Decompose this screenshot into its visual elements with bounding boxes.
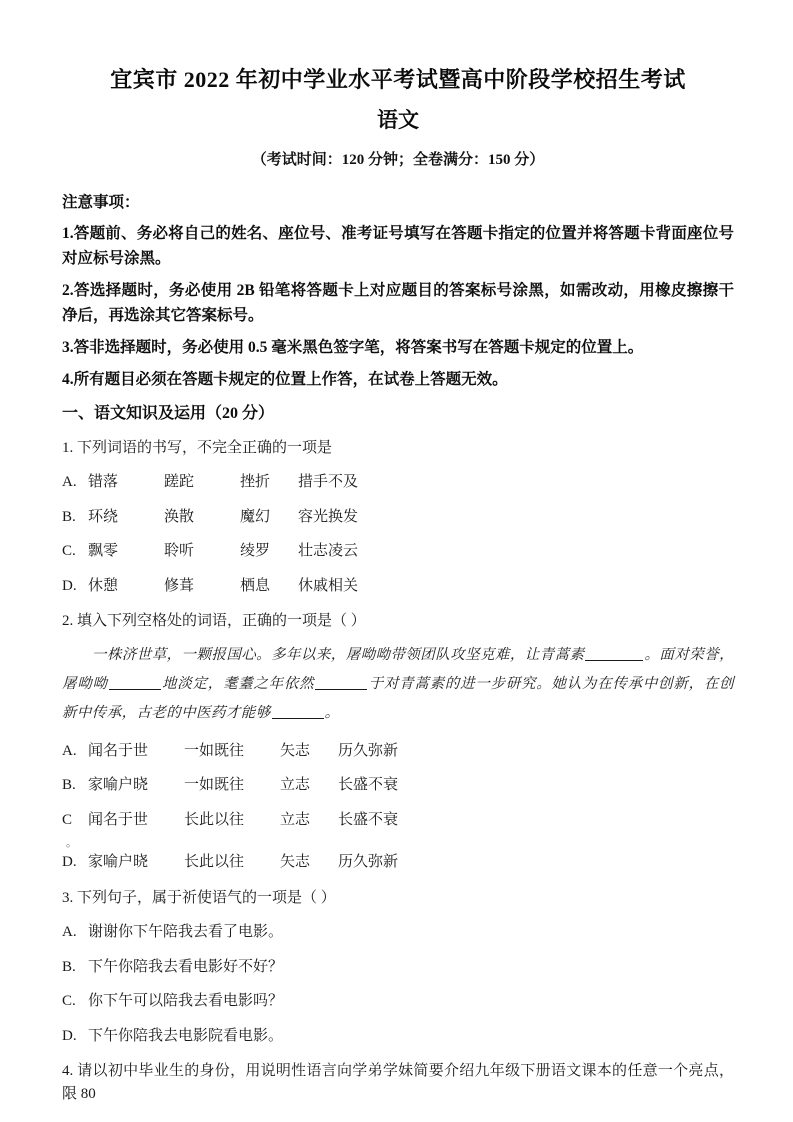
option-word: 涣散 — [164, 508, 195, 525]
question-1-option-a[interactable] — [62, 471, 734, 494]
question-2-option-a[interactable] — [62, 740, 734, 763]
option-label: C — [62, 811, 73, 828]
cloze-blank-2[interactable] — [109, 689, 161, 690]
option-word: 错落 — [88, 474, 119, 491]
question-3-option-d[interactable] — [62, 1025, 734, 1048]
notice-item-4: 4.所有题目必须在答题卡规定的位置上作答，在试卷上答题无效。 — [62, 371, 508, 389]
option-label: D. — [62, 854, 77, 871]
option-word: 壮志凌云 — [298, 543, 359, 560]
option-label: D. — [62, 577, 77, 594]
option-word: 容光换发 — [298, 508, 359, 525]
option-sentence: 谢谢你下午陪我去看了电影。 — [88, 924, 284, 941]
question-2-option-d[interactable] — [62, 851, 734, 874]
option-word: 历久弥新 — [338, 742, 399, 759]
option-word: 矢志 — [280, 742, 311, 759]
option-word: 立志 — [280, 777, 311, 794]
section-heading-one: 一、语文知识及运用（20 分） — [62, 404, 275, 422]
exam-meta-line: （考试时间：120 分钟；全卷满分：150 分） — [251, 151, 545, 168]
option-word: 挫折 — [240, 474, 271, 491]
cloze-blank-1[interactable] — [585, 660, 643, 661]
question-1-option-d[interactable] — [62, 575, 734, 598]
option-word: 闻名于世 — [88, 811, 149, 828]
option-label: B. — [62, 958, 76, 975]
question-2-stem: 2. 填入下列空格处的词语，正确的一项是（ ） — [62, 613, 366, 630]
option-sentence: 你下午可以陪我去看电影吗？ — [88, 993, 284, 1010]
page-title: 宜宾市 2022 年初中学业水平考试暨高中阶段学校招生考试 — [110, 67, 686, 92]
passage-segment: 。面对荣誉，屠呦呦 — [62, 646, 735, 692]
option-word: 矢志 — [280, 854, 311, 871]
option-label: A. — [62, 742, 77, 759]
option-word: 环绕 — [88, 508, 119, 525]
option-word: 长盛不衰 — [338, 777, 399, 794]
question-4-stem: 4. 请以初中毕业生的身份，用说明性语言向学弟学妹简要介绍九年级下册语文课本的任意一个亮点，限 80 — [62, 1063, 734, 1102]
option-word: 家喻户晓 — [88, 854, 149, 871]
question-3-option-b[interactable] — [62, 956, 734, 979]
passage-segment: 于对青蒿素的进一步研究。她认为在传承中创新，在创新中传承，古老的中医药才能够 — [62, 675, 734, 721]
notice-item-3: 3.答非选择题时，务必使用 0.5 毫米黑色签字笔，将答案书写在答题卡规定的位置上。 — [62, 339, 644, 357]
question-2-option-c[interactable] — [62, 809, 734, 832]
question-3-option-c[interactable] — [62, 990, 734, 1013]
option-word: 休戚相关 — [298, 577, 359, 594]
option-sentence: 下午你陪我去电影院看电影。 — [88, 1027, 284, 1044]
option-word: 一如既往 — [184, 777, 245, 794]
question-1-option-b[interactable] — [62, 506, 734, 529]
question-3-option-a[interactable] — [62, 921, 734, 944]
cloze-blank-3[interactable] — [315, 689, 367, 690]
question-1-option-c[interactable] — [62, 540, 734, 563]
option-word: 魔幻 — [240, 508, 271, 525]
paper-content — [62, 0, 734, 1105]
option-word: 措手不及 — [298, 474, 359, 491]
notice-item-1: 1.答题前、务必将自己的姓名、座位号、准考证号填写在答题卡指定的位置并将答题卡背面座位号对应标号涂黑。 — [62, 224, 734, 268]
question-2-cloze-passage — [62, 641, 734, 728]
passage-segment: 一株济世草，一颗报国心。多年以来，屠呦呦带领团队攻坚克难，让青蒿素 — [92, 646, 585, 663]
passage-segment: 地淡定，耄耋之年依然 — [161, 675, 315, 692]
option-sentence: 下午你陪我去看电影好不好？ — [88, 958, 284, 975]
option-word: 聆听 — [164, 543, 195, 560]
option-label: D. — [62, 1027, 77, 1044]
option-word: 立志 — [280, 811, 311, 828]
option-word: 闻名于世 — [88, 742, 149, 759]
option-label: C. — [62, 993, 76, 1010]
option-word: 栖息 — [240, 577, 271, 594]
option-word: 历久弥新 — [338, 854, 399, 871]
notice-heading: 注意事项： — [62, 193, 140, 211]
subject-title: 语文 — [377, 107, 419, 132]
question-2-option-b[interactable] — [62, 774, 734, 797]
notice-item-2: 2.答选择题时，务必使用 2B 铅笔将答题卡上对应题目的答案标号涂黑，如需改动，用橡皮擦擦干净后，再选涂其它答案标号。 — [62, 282, 734, 325]
option-label: C. — [62, 543, 76, 560]
option-label: A. — [62, 474, 77, 491]
option-word: 蹉跎 — [164, 474, 195, 491]
option-label: B. — [62, 508, 76, 525]
option-word: 长此以往 — [184, 811, 245, 828]
option-label: B. — [62, 777, 76, 794]
question-1-stem: 1. 下列词语的书写，不完全正确的一项是 — [62, 439, 333, 456]
option-word: 修葺 — [164, 577, 195, 594]
cloze-blank-4[interactable] — [272, 718, 324, 719]
passage-segment: 。 — [324, 704, 340, 721]
option-word: 飘零 — [88, 543, 119, 560]
option-word: 长盛不衰 — [338, 811, 399, 828]
question-3-stem: 3. 下列句子，属于祈使语气的一项是（ ） — [62, 889, 336, 906]
option-word: 休憩 — [88, 577, 119, 594]
option-label: A. — [62, 924, 77, 941]
option-word: 长此以往 — [184, 854, 245, 871]
option-word: 一如既往 — [184, 742, 245, 759]
option-word: 家喻户晓 — [88, 777, 149, 794]
option-word: 绫罗 — [240, 543, 271, 560]
